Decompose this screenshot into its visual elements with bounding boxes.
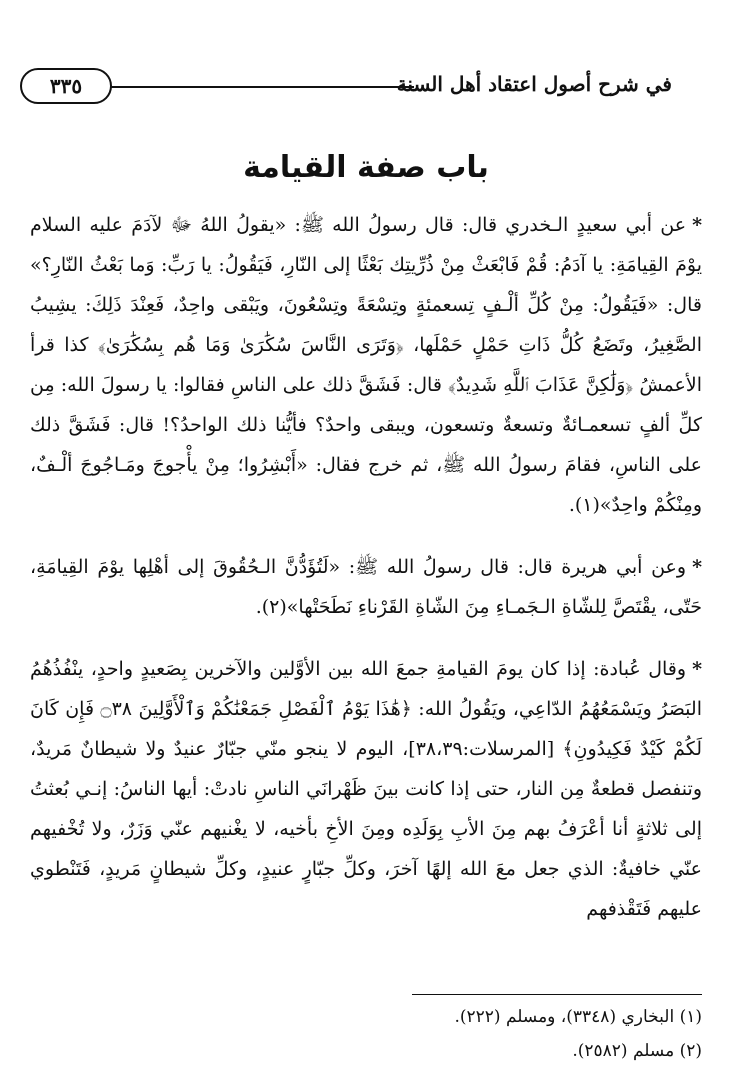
paragraph-marker: * — [692, 556, 702, 578]
paragraph-text: وقال عُبادة: إذا كان يومَ القيامةِ جمعَ الله بين الأوَّلين والآخرين بِصَعيدٍ واحدٍ، ينْفُذُهُمُ البَصَرُ ويَسْمَعُهُمُ الدّاعِي، ويَقُولُ الله: ﴿هَٰذَا يَوْمُ ٱلْفَصْلِ جَمَعْنَٰكُمْ وَٱلْأَوَّلِينَ ۝٣٨ فَإِن كَانَ لَكُمْ كَيْدٌ فَكِيدُونِ﴾ [المرسلات:٣٨،٣٩]، اليوم لا ينجو منّي جبّارٌ عنيدٌ ولا شيطانٌ مَريدٌ، وتنفصل قطعةٌ مِن النار، حتى إذا كانت بينَ ظَهْرانَي الناسِ نادتْ: أيها الناسُ: إنـي بُعثتُ إلى ثلاثةٍ أنا أعْرَفُ بهم مِنَ الأبِ بِوَلَدِه ومِنَ الأخِ بأخيه، لا يغْنيهم عنّي وَزَرٌ، ولا تُخْفيهم عنّي خافيةٌ: الذي جعل معَ الله إلهًا آخرَ، وكلِّ جبّارٍ عنيدٍ، وكلِّ شيطانٍ مَريدٍ، فَتَنْطوي عليهم فَتَقْذفهم — [30, 658, 702, 920]
paragraph-text: عن أبي سعيدٍ الـخدري قال: قال رسولُ الله ﷺ: «يقولُ اللهُ ﷻ لآدَمَ عليه السلام يوْمَ القِيامَةِ: يا آدَمُ: قُمْ فَابْعَثْ مِنْ ذُرِّيتِك بَعْثًا إلى النّارِ، فَيَقُولُ: يا رَبِّ: وَما بَعْثُ النّارِ؟» قال: «فَيَقُولُ: مِنْ كُلِّ ألْـفٍ تِسعمئةٍ وتِسْعَةً وتِسْعُونَ، ويَبْقى واحِدٌ، فَعِنْدَ ذَلِكَ: يشِيبُ الصَّغِيرُ، وتَضَعُ كُلُّ ذَاتِ حَمْلٍ حَمْلَها، ﴿وَتَرَى النَّاسَ سُكَٰرَىٰ وَمَا هُم بِسُكَٰرَىٰ﴾ كذا قرأ الأعمشُ ﴿وَلَٰكِنَّ عَذَابَ ٱللَّهِ شَدِيدٌ﴾ قال: فَشَقَّ ذلك على الناسِ فقالوا: يا رسولَ الله: مِن كلِّ ألفٍ تسعمـائةٌ وتسعةٌ وتسعون، ويبقى واحدٌ؟ فأيُّنا ذلك الواحدُ؟! قال: فَشَقَّ ذلك على الناسِ، فقامَ رسولُ الله ﷺ، ثم خرج فقال: «أَبْشِرُوا؛ مِنْ يأْجوجَ ومَـاجُوجَ ألْـفٌ، ومِنْكُمْ واحِدٌ»(١). — [30, 214, 702, 516]
footnote-divider — [412, 994, 702, 995]
page-header — [20, 62, 672, 114]
paragraph-text: وعن أبي هريرة قال: قال رسولُ الله ﷺ: «لَتُؤَدُّنَّ الـحُقُوقَ إلى أهْلِها يوْمَ القِيامَةِ، حَتّى، يقْتَصَّ لِلشّاةِ الـجَمـاءِ مِنَ الشّاةِ القَرْناءِ نَطَحَتْها»(٢). — [30, 556, 702, 618]
paragraph — [30, 205, 702, 525]
paragraph-marker: * — [692, 214, 702, 236]
footnote: (٢) مسلم (٢٥٨٢). — [572, 1041, 702, 1061]
chapter-title: باب صفة القيامة — [243, 150, 489, 185]
running-title: في شرح أصول اعتقاد أهل السنة — [396, 72, 672, 96]
footnotes — [30, 1000, 702, 1068]
footnote: (١) البخاري (٣٣٤٨)، ومسلم (٢٢٢). — [454, 1007, 702, 1027]
paragraph — [30, 649, 702, 929]
paragraph — [30, 547, 702, 627]
page-number: ٣٣٥ — [20, 68, 112, 104]
paragraph-marker: * — [692, 658, 702, 680]
body-text — [30, 205, 702, 951]
header-divider — [110, 86, 414, 88]
